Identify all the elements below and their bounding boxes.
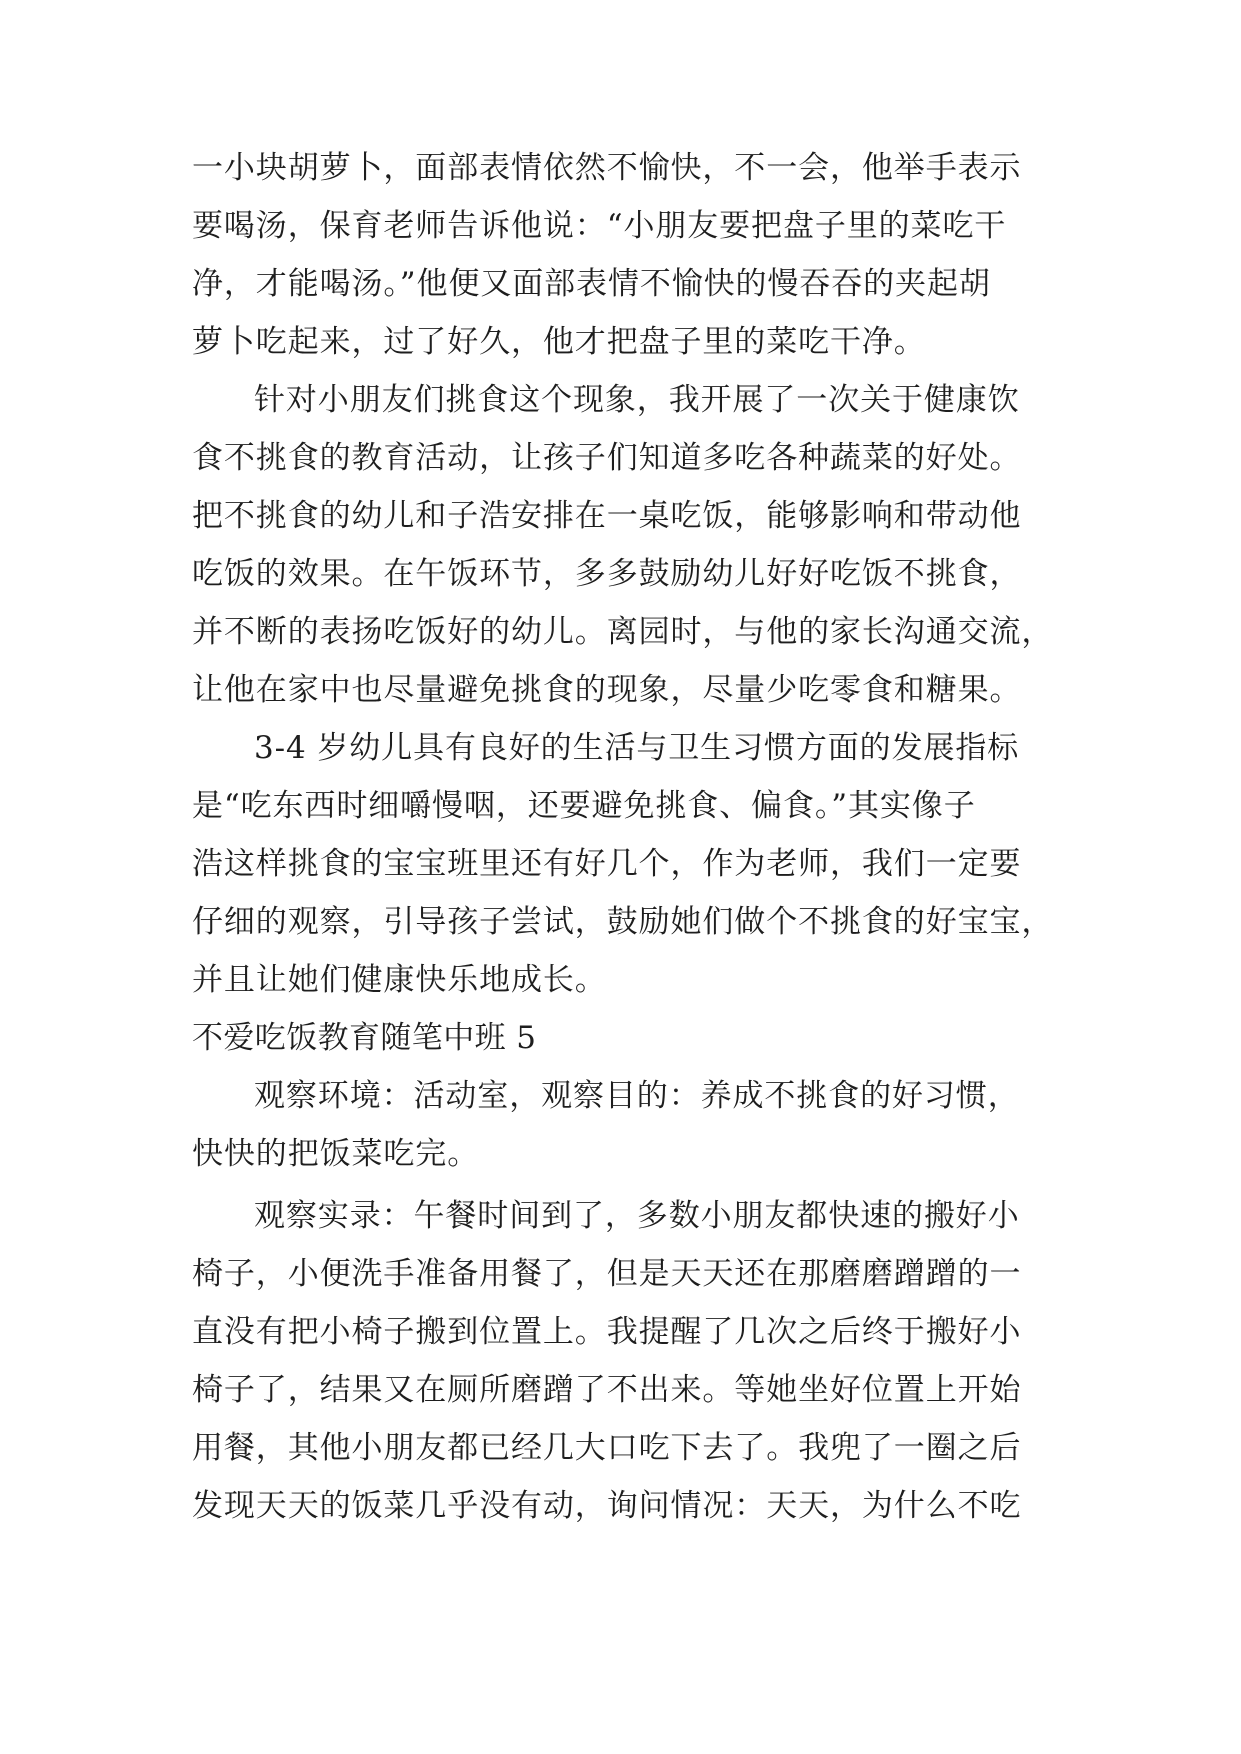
text-line: 椅子了，结果又在厕所磨蹭了不出来。等她坐好位置上开始 [192,1372,1022,1408]
text-line: 把不挑食的幼儿和子浩安排在一桌吃饭，能够影响和带动他 [192,498,1022,534]
paragraph-first-line: 观察实录：午餐时间到了，多数小朋友都快速的搬好小 [254,1198,1020,1234]
text-line: 椅子，小便洗手准备用餐了，但是天天还在那磨磨蹭蹭的一 [192,1256,1022,1292]
paragraph-first-line: 观察环境：活动室，观察目的：养成不挑食的好习惯， [254,1078,1020,1114]
section-heading: 不爱吃饭教育随笔中班 5 [192,1020,537,1056]
text-line: 快快的把饭菜吃完。 [192,1136,480,1172]
text-line: 仔细的观察，引导孩子尝试，鼓励她们做个不挑食的好宝宝， [192,904,1054,940]
paragraph-first-line: 针对小朋友们挑食这个现象，我开展了一次关于健康饮 [254,382,1020,418]
text-line: 是“吃东西时细嚼慢咽，还要避免挑食、偏食。”其实像子 [192,788,976,824]
text-line: 萝卜吃起来，过了好久，他才把盘子里的菜吃干净。 [192,324,926,360]
text-line: 并且让她们健康快乐地成长。 [192,962,607,998]
text-line: 食不挑食的教育活动，让孩子们知道多吃各种蔬菜的好处。 [192,440,1022,476]
paragraph-first-line: 3-4 岁幼儿具有良好的生活与卫生习惯方面的发展指标 [254,730,1020,766]
text-line: 浩这样挑食的宝宝班里还有好几个，作为老师，我们一定要 [192,846,1022,882]
text-line: 发现天天的饭菜几乎没有动，询问情况：天天，为什么不吃 [192,1488,1022,1524]
text-line: 并不断的表扬吃饭好的幼儿。离园时，与他的家长沟通交流， [192,614,1054,650]
text-line: 用餐，其他小朋友都已经几大口吃下去了。我兜了一圈之后 [192,1430,1022,1466]
text-line: 直没有把小椅子搬到位置上。我提醒了几次之后终于搬好小 [192,1314,1022,1350]
text-line: 要喝汤，保育老师告诉他说：“小朋友要把盘子里的菜吃干 [192,208,1007,244]
text-line: 吃饭的效果。在午饭环节，多多鼓励幼儿好好吃饭不挑食， [192,556,1022,592]
text-line: 一小块胡萝卜，面部表情依然不愉快，不一会，他举手表示 [192,150,1022,186]
text-line: 净，才能喝汤。”他便又面部表情不愉快的慢吞吞的夹起胡 [192,266,991,302]
text-line: 让他在家中也尽量避免挑食的现象，尽量少吃零食和糖果。 [192,672,1022,708]
